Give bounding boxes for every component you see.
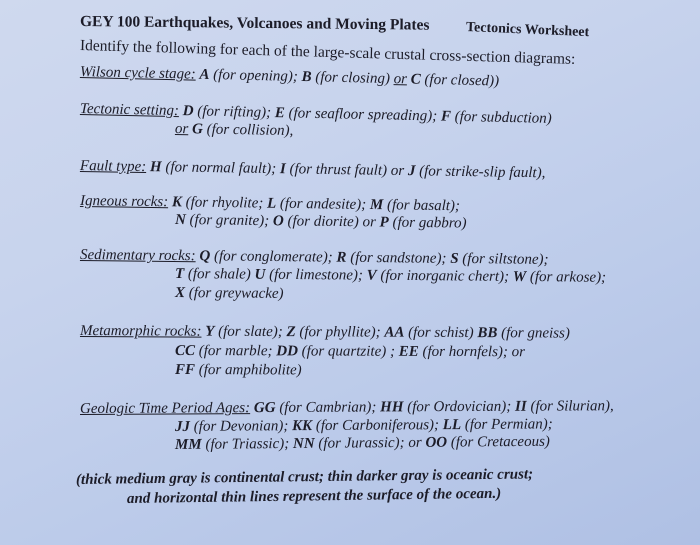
metamorphic-rocks-line-3 [175, 361, 302, 379]
fault-code-i: I [279, 161, 286, 178]
igneous-code-m: M [369, 197, 384, 214]
tectonic-setting-line-2 [175, 120, 294, 140]
geologic-code-ii: II [514, 398, 527, 415]
geologic-code-nn: NN [292, 435, 315, 452]
legend-note-text-1: (thick medium gray is continental crust; thin darker gray is oceanic crust; [75, 466, 534, 488]
sedimentary-desc-u: (for limestone); [269, 266, 363, 284]
metamorphic-code-aa: AA [384, 324, 405, 341]
wilson-code-b: B [301, 69, 312, 86]
igneous-code-n: N [174, 212, 186, 229]
sedimentary-desc-v: (for inorganic chert); [380, 267, 510, 285]
metamorphic-desc-ff: (for amphibolite) [198, 362, 302, 379]
sedimentary-rocks-label: Sedimentary rocks: [79, 247, 196, 265]
geologic-code-gg: GG [253, 399, 276, 417]
metamorphic-desc-dd: (for quartzite) ; [301, 343, 396, 360]
sedimentary-rocks-line-2 [175, 265, 606, 287]
geologic-code-ll: LL [442, 417, 462, 434]
wilson-code-c: C [410, 71, 421, 88]
tectonic-code-g: G [191, 121, 204, 138]
tectonic-code-e: E [274, 105, 286, 122]
geologic-desc-nn: (for Jurassic); or [318, 434, 422, 452]
fault-desc-j: (for strike-slip fault), [419, 163, 546, 182]
igneous-desc-n: (for granite); [189, 212, 270, 230]
wilson-desc-c: (for closed)) [424, 71, 500, 90]
wilson-desc-a: (for opening); [213, 67, 299, 85]
subtitle-text: Tectonics Worksheet [465, 20, 590, 41]
geologic-desc-oo: (for Cretaceous) [450, 433, 550, 451]
geologic-ages-line-3 [175, 433, 550, 454]
geologic-desc-kk: (for Carboniferous); [315, 417, 440, 435]
wilson-conj-or: or [393, 71, 408, 88]
geologic-desc-hh: (for Ordovician); [407, 398, 512, 416]
worksheet-subtitle [466, 19, 590, 42]
tectonic-conj-or: or [174, 121, 189, 138]
wilson-desc-b: (for closing) [315, 69, 391, 88]
title-text: GEY 100 Earthquakes, Volcanoes and Moving Plates [79, 13, 430, 34]
geologic-desc-ll: (for Permian); [464, 416, 553, 433]
igneous-desc-o: (for diorite) or [287, 213, 376, 231]
igneous-desc-p: (for gabbro) [392, 214, 467, 232]
igneous-rocks-line-2 [175, 211, 467, 233]
geologic-code-hh: HH [380, 399, 404, 416]
sedimentary-desc-r: (for sandstone); [350, 249, 447, 267]
tectonic-code-f: F [440, 108, 452, 125]
geologic-desc-jj: (for Devonian); [193, 418, 289, 435]
metamorphic-desc-cc: (for marble; [198, 343, 273, 360]
metamorphic-code-z: Z [286, 324, 296, 341]
tectonic-setting-line-1 [80, 100, 552, 128]
sedimentary-code-v: V [366, 267, 377, 284]
sedimentary-code-q: Q [199, 248, 211, 265]
metamorphic-code-y: Y [205, 323, 215, 340]
wilson-cycle-label: Wilson cycle stage: [79, 64, 196, 83]
metamorphic-desc-ee: (for hornfels); or [422, 343, 526, 361]
sedimentary-code-w: W [512, 268, 527, 286]
fault-type-line [80, 157, 546, 182]
sedimentary-code-s: S [450, 250, 459, 267]
igneous-code-l: L [266, 195, 277, 212]
wilson-cycle-line [80, 63, 499, 91]
geologic-code-kk: KK [292, 418, 313, 435]
fault-desc-h: (for normal fault); [165, 159, 277, 178]
metamorphic-desc-z: (for phyllite); [299, 324, 381, 341]
metamorphic-rocks-label: Metamorphic rocks: [79, 323, 202, 340]
sedimentary-code-x: X [174, 285, 186, 302]
sedimentary-code-t: T [174, 266, 185, 283]
igneous-desc-m: (for basalt); [386, 197, 461, 215]
sedimentary-rocks-line-3 [175, 284, 284, 303]
metamorphic-code-bb: BB [477, 325, 498, 342]
igneous-rocks-label: Igneous rocks: [79, 193, 169, 211]
sedimentary-desc-s: (for siltstone); [462, 251, 549, 268]
instruction-text: Identify the following for each of the large-scale crustal cross-section diagrams: [79, 37, 576, 68]
igneous-desc-k: (for rhyolite; [185, 194, 264, 212]
metamorphic-desc-y: (for slate); [218, 323, 283, 341]
tectonic-desc-d: (for rifting); [197, 103, 272, 122]
geologic-desc-gg: (for Cambrian); [279, 399, 377, 416]
fault-type-label: Fault type: [79, 158, 147, 176]
metamorphic-desc-bb: (for gneiss) [501, 325, 570, 342]
fault-code-j: J [407, 163, 416, 180]
tectonic-desc-e: (for seafloor spreading); [288, 105, 438, 125]
metamorphic-code-ff: FF [174, 362, 196, 379]
geologic-code-jj: JJ [174, 418, 191, 435]
wilson-code-a: A [199, 66, 210, 83]
geologic-desc-ii: (for Silurian), [530, 398, 614, 415]
geologic-code-mm: MM [174, 436, 202, 453]
fault-desc-i: (for thrust fault) or [289, 161, 405, 180]
igneous-code-o: O [272, 213, 284, 230]
legend-note-line-2 [127, 485, 501, 508]
sedimentary-code-r: R [336, 249, 347, 266]
metamorphic-desc-aa: (for schist) [408, 324, 474, 342]
sedimentary-desc-q: (for conglomerate); [213, 248, 333, 266]
tectonic-code-d: D [182, 103, 194, 120]
geologic-code-oo: OO [425, 434, 448, 451]
tectonic-desc-f: (for subduction) [454, 108, 552, 127]
metamorphic-code-dd: DD [276, 343, 298, 360]
worksheet-title [80, 13, 430, 35]
sedimentary-desc-x: (for greywacke) [188, 285, 284, 302]
metamorphic-code-cc: CC [174, 343, 196, 360]
fault-code-h: H [149, 159, 162, 176]
igneous-code-k: K [171, 194, 183, 211]
tectonic-desc-g: (for collision), [206, 121, 294, 140]
igneous-desc-l: (for andesite); [279, 195, 367, 213]
igneous-code-p: P [379, 214, 389, 231]
legend-note-text-2: and horizontal thin lines represent the surface of the ocean.) [126, 485, 502, 507]
tectonic-setting-label: Tectonic setting: [79, 101, 180, 120]
geologic-ages-label: Geologic Time Period Ages: [79, 400, 251, 417]
metamorphic-rocks-line-2 [175, 342, 525, 361]
sedimentary-code-u: U [254, 266, 266, 283]
sedimentary-desc-t: (for shale) [187, 266, 251, 283]
metamorphic-rocks-line-1 [80, 322, 570, 343]
geologic-desc-mm: (for Triassic); [205, 436, 290, 453]
metamorphic-code-ee: EE [398, 343, 419, 360]
sedimentary-desc-w: (for arkose); [529, 269, 607, 286]
